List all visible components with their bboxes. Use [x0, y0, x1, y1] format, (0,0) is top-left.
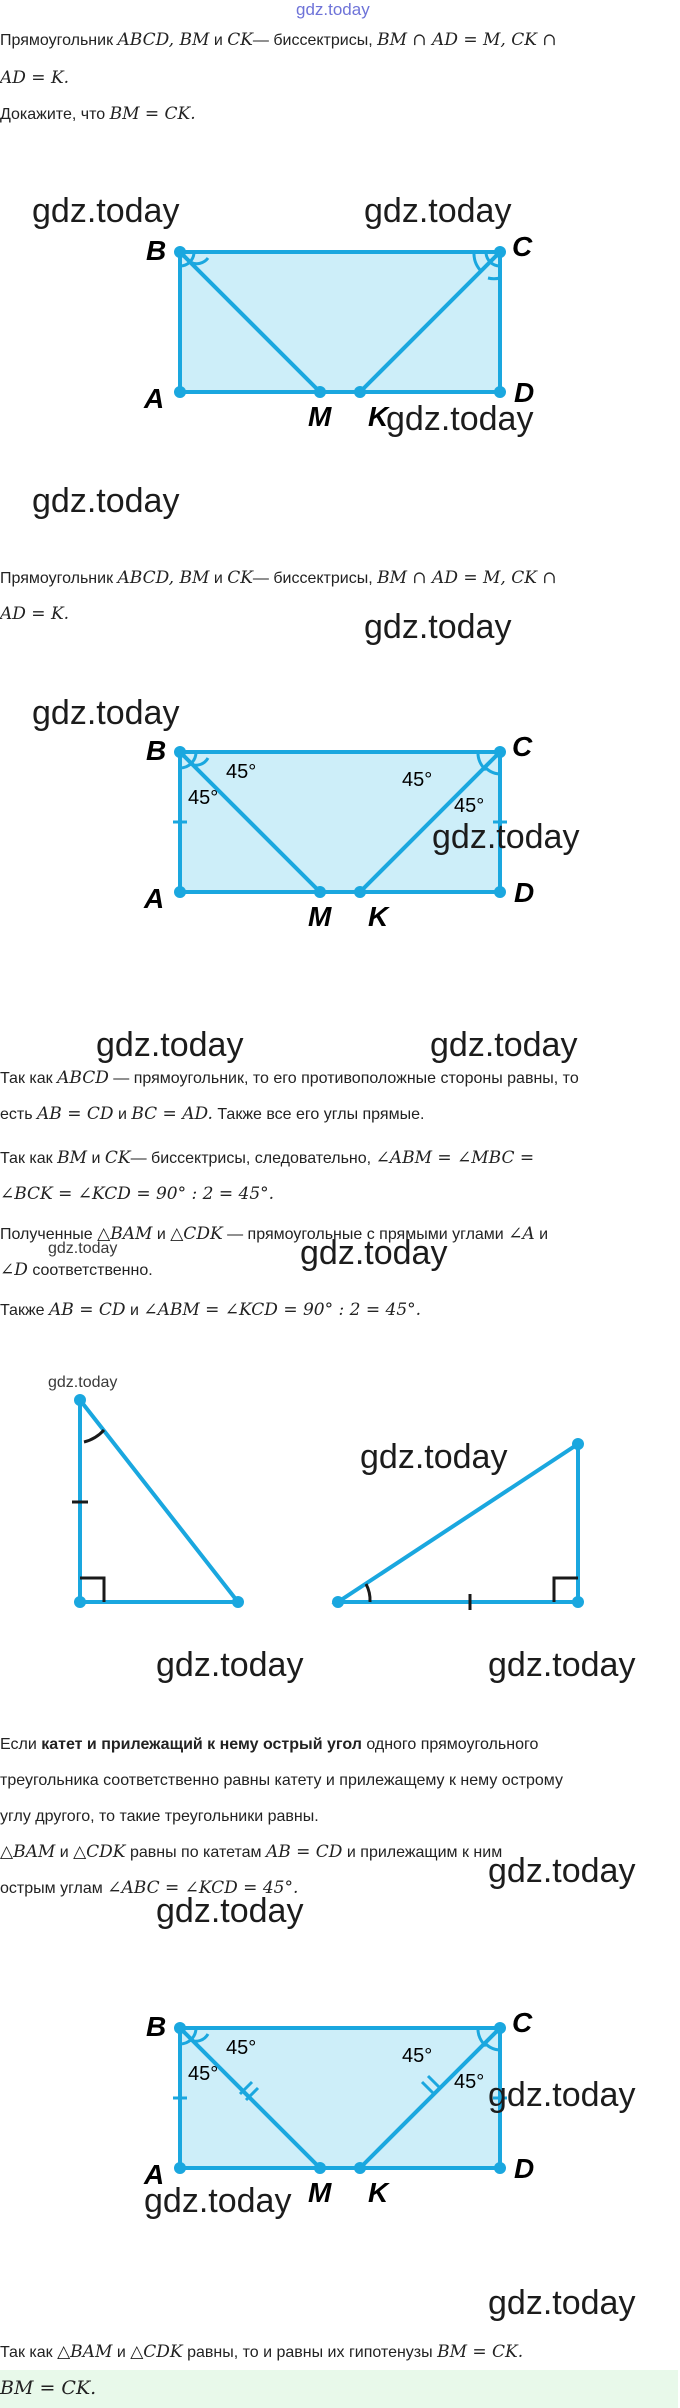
watermark: gdz.today	[48, 1240, 118, 1257]
watermark: gdz.today	[488, 1646, 636, 1684]
conclusion: Так как △BAM и △CDK равны, то и равны их гипотенузы BM = CK.	[0, 2342, 524, 2362]
svg-text:45°: 45°	[188, 787, 219, 809]
solution-p1: Так как ABCD — прямоугольник, то его противоположные стороны равны, то	[0, 1068, 579, 1088]
problem-statement: Прямоугольник ABCD, BM и CK— биссектрисы, BM ∩ AD = M, CK ∩	[0, 30, 557, 50]
watermark: gdz.today	[300, 1234, 448, 1272]
svg-text:D: D	[514, 877, 535, 908]
watermark: gdz.today	[32, 694, 180, 732]
watermark: gdz.today	[48, 1374, 118, 1391]
watermark: gdz.today	[488, 1852, 636, 1890]
watermark: gdz.today	[488, 2284, 636, 2322]
svg-text:M: M	[308, 2177, 332, 2208]
watermark: gdz.today	[156, 1646, 304, 1684]
statement-repeat: Прямоугольник ABCD, BM и CK— биссектрисы, BM ∩ AD = M, CK ∩	[0, 568, 557, 588]
watermark: gdz.today	[364, 608, 512, 646]
svg-text:45°: 45°	[454, 795, 485, 817]
svg-text:D: D	[514, 2153, 535, 2184]
answer-value: BM = CK.	[0, 2377, 97, 2399]
solution-p2: Так как BM и CK— биссектрисы, следовательно, ∠ABM = ∠MBC =	[0, 1148, 535, 1168]
svg-text:45°: 45°	[188, 2063, 219, 2085]
watermark: gdz.today	[488, 2076, 636, 2114]
solution-p4: Также AB = CD и ∠ABM = ∠KCD = 90° : 2 = 45°.	[0, 1300, 422, 1320]
solution-p3: Полученные △BAM и △CDK — прямоугольные с прямыми углами ∠A и	[0, 1224, 549, 1244]
watermark: gdz.today	[96, 1026, 244, 1064]
svg-text:B: B	[146, 735, 167, 766]
figure-triangles	[0, 1390, 680, 1630]
svg-text:45°: 45°	[454, 2071, 485, 2093]
watermark: gdz.today	[156, 1892, 304, 1930]
watermark: gdz.today	[32, 192, 180, 230]
svg-text:A: A	[144, 2159, 165, 2190]
watermark: gdz.today	[430, 1026, 578, 1064]
svg-text:45°: 45°	[226, 2037, 257, 2059]
svg-text:C: C	[512, 2007, 533, 2038]
svg-text:B: B	[146, 2011, 167, 2042]
watermark: gdz.today	[386, 400, 534, 438]
label-c: C	[512, 231, 533, 262]
svg-text:A: A	[144, 883, 165, 914]
top-watermark: gdz.today	[296, 0, 370, 19]
label-m: M	[308, 401, 332, 432]
watermark: gdz.today	[432, 818, 580, 856]
rectangle-abcd	[180, 252, 500, 392]
label-a: A	[144, 383, 165, 414]
watermark: gdz.today	[364, 192, 512, 230]
svg-text:M: M	[308, 901, 332, 932]
theorem: Если катет и прилежащий к нему острый угол одного прямоугольного	[0, 1736, 539, 1753]
svg-text:K: K	[368, 901, 389, 932]
solution-p5: △BAM и △CDK равны по катетам AB = CD и прилежащим к ним	[0, 1842, 503, 1862]
watermark: gdz.today	[32, 482, 180, 520]
label-b: B	[146, 235, 167, 266]
label-k: K	[368, 401, 389, 432]
svg-text:K: K	[368, 2177, 389, 2208]
svg-text:C: C	[512, 731, 533, 762]
svg-text:45°: 45°	[226, 761, 257, 783]
watermark: gdz.today	[144, 2182, 292, 2220]
label-d: D	[514, 377, 535, 408]
prove-line: Докажите, что BM = CK.	[0, 104, 196, 124]
watermark: gdz.today	[360, 1438, 508, 1476]
svg-text:45°: 45°	[402, 769, 433, 791]
svg-text:45°: 45°	[402, 2045, 433, 2067]
answer-box	[0, 2370, 678, 2408]
